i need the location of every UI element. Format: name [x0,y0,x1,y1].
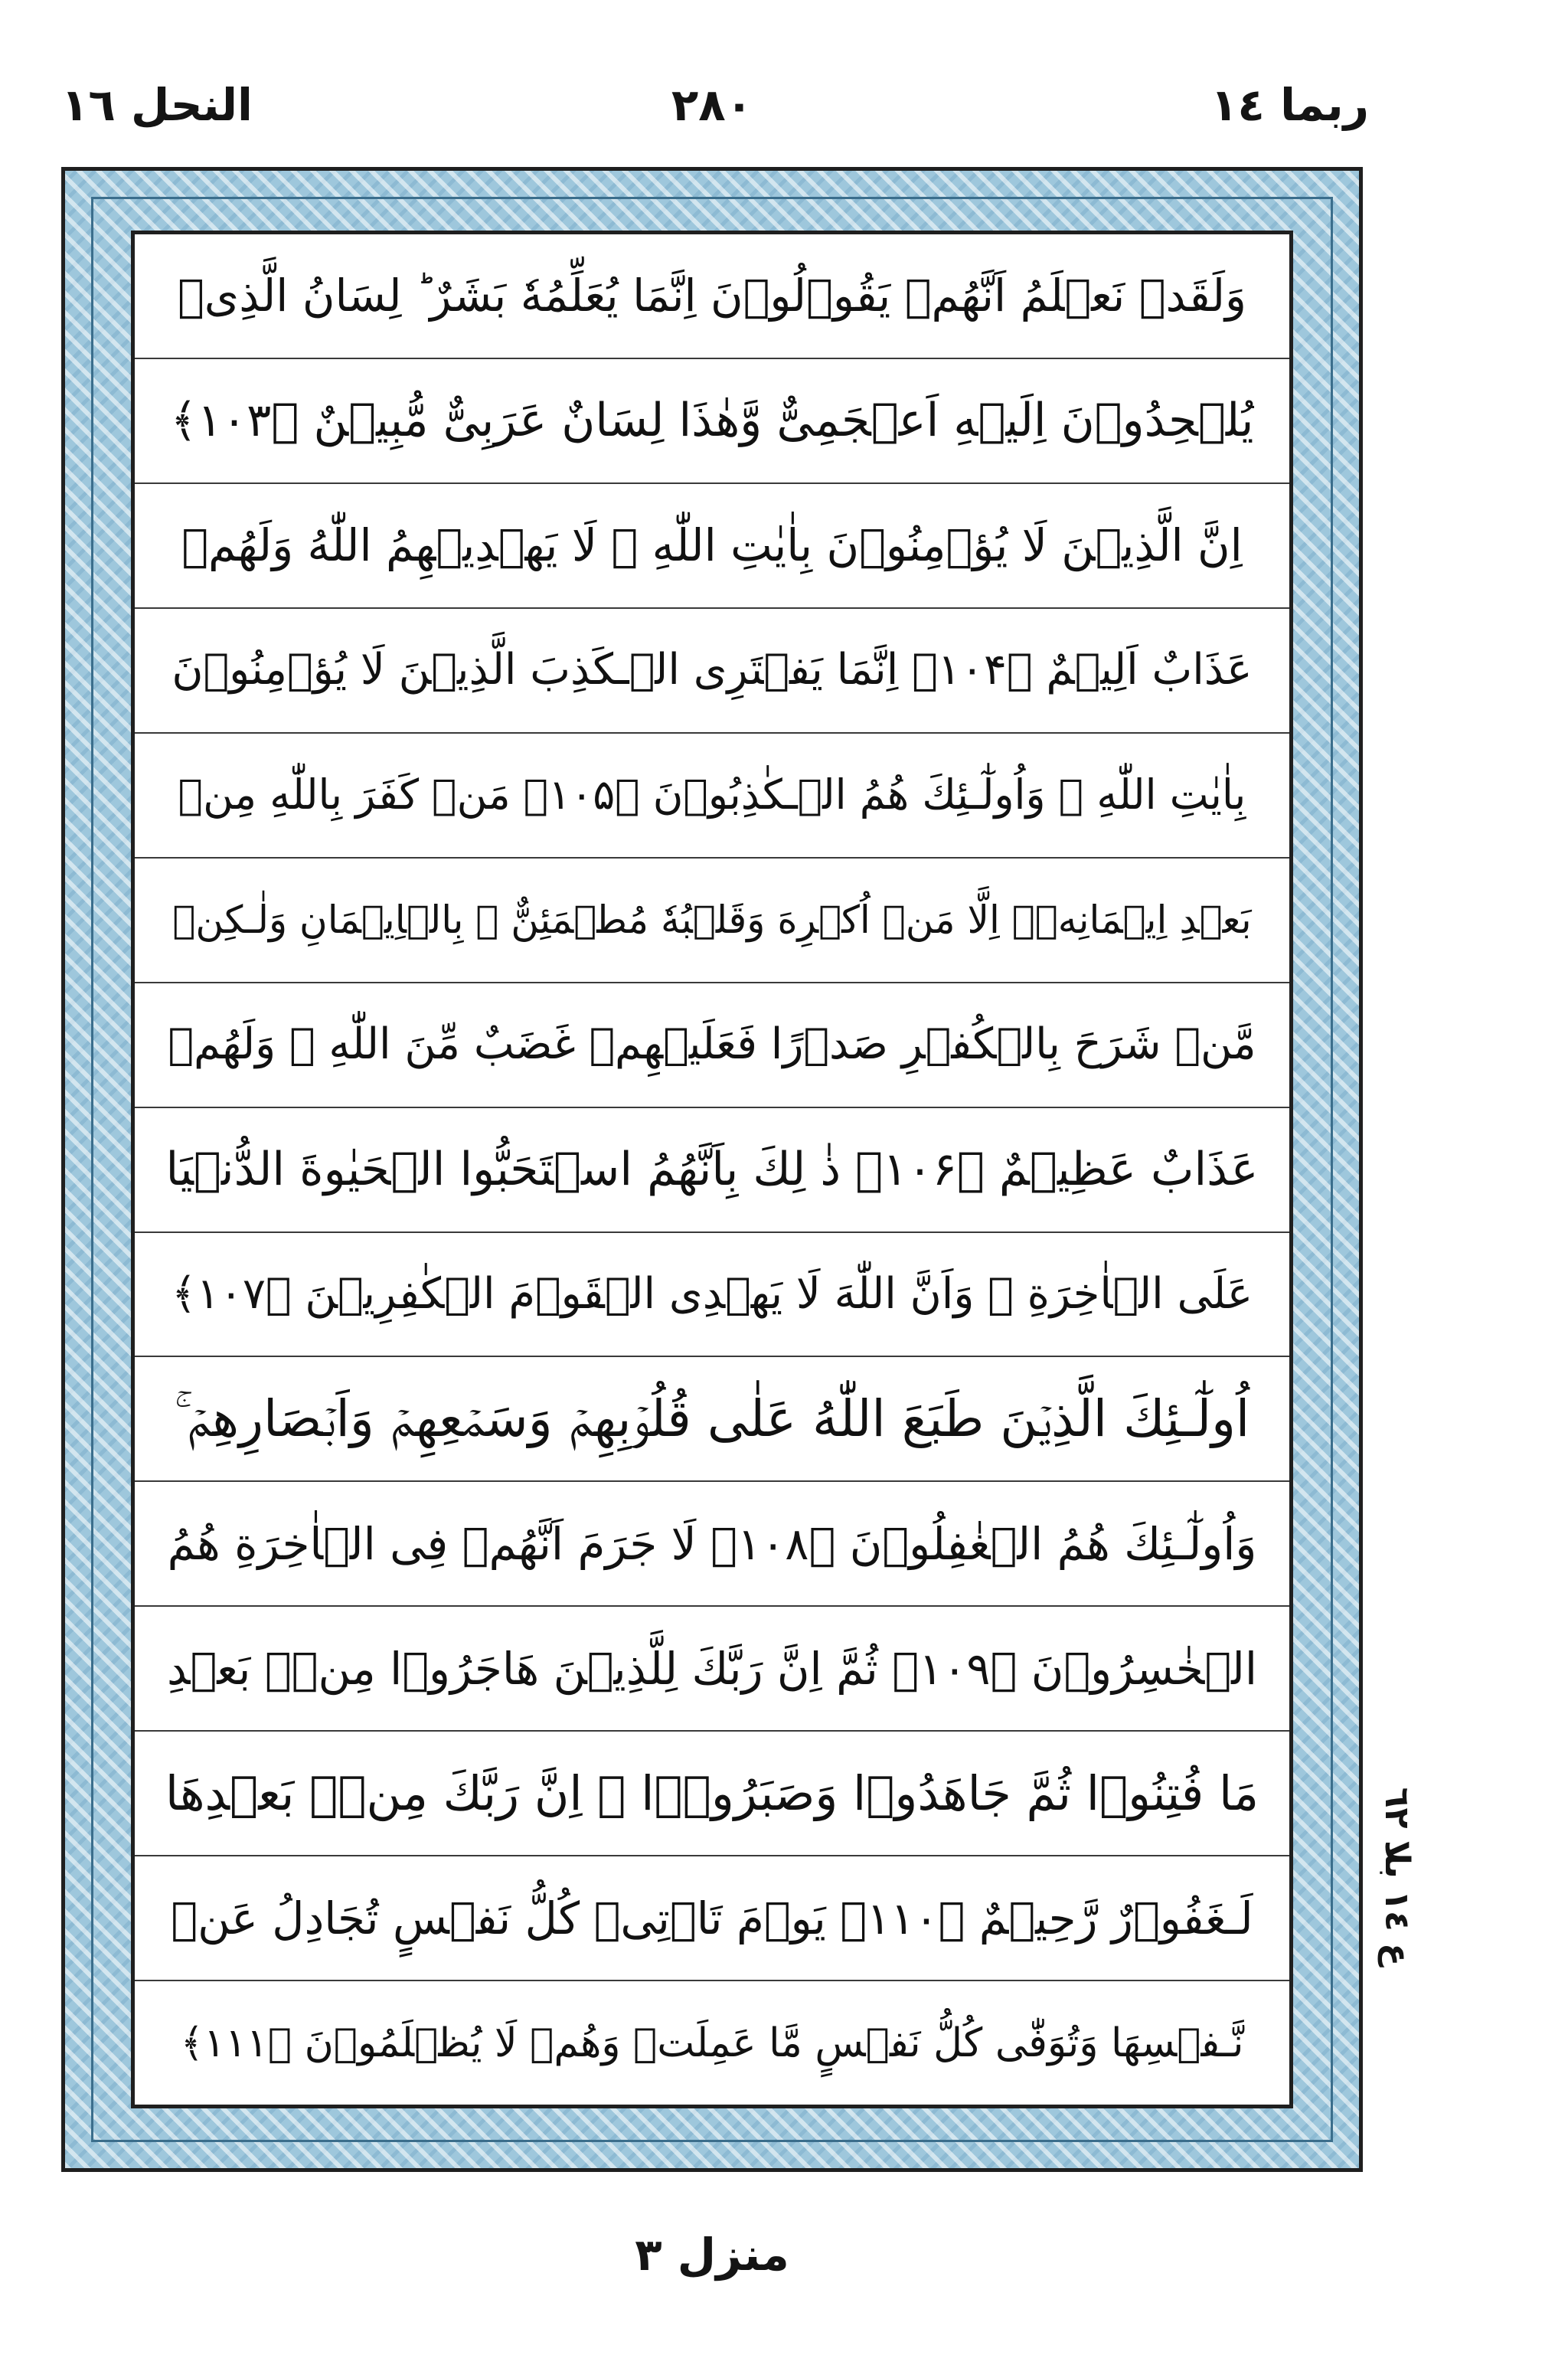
ruku-marker-text: ع ١٤ بلا ٦٢ [1377,1787,1417,1966]
page-number: ٢٨٠ [671,79,753,131]
verse-line-2: يُلۡحِدُوۡنَ اِلَيۡهِ اَعۡجَمِىٌّ وَّهٰذَا لِسَانٌ عَرَبِىٌّ مُّبِيۡنٌ ﴿۱۰۳﴾ [135,359,1289,484]
verse-line-14: لَـغَفُوۡرٌ رَّحِيۡمٌ ﴿۱۱۰﴾ يَوۡمَ تَاۡتِىۡ كُلُّ نَفۡسٍ تُجَادِلُ عَنۡ [135,1856,1289,1981]
verse-line-13: مَا فُتِنُوۡا ثُمَّ جَاهَدُوۡا وَصَبَرُوۡۤا ۙ اِنَّ رَبَّكَ مِنۡۢ بَعۡدِهَا [135,1732,1289,1856]
juz-title: ربما ١٤ [1210,79,1369,131]
verse-line-4: عَذَابٌ اَلِيۡمٌ ﴿۱۰۴﴾ اِنَّمَا يَفۡتَرِى الۡـكَذِبَ الَّذِيۡنَ لَا يُؤۡمِنُوۡنَ [135,609,1289,734]
verse-line-8: عَذَابٌ عَظِيۡمٌ ﴿۱۰۶﴾ ذٰ لِكَ بِاَنَّهُمُ اسۡتَحَبُّوا الۡحَيٰوةَ الدُّنۡيَا [135,1108,1289,1233]
verse-line-1: وَلَقَدۡ نَعۡلَمُ اَنَّهُمۡ يَقُوۡلُوۡنَ اِنَّمَا يُعَلِّمُهٗ بَشَرٌ‌ ؕ لِسَانُ الَّذِىۡ [135,234,1289,359]
text-panel [131,231,1293,2108]
verse-line-3: اِنَّ الَّذِيۡنَ لَا يُؤۡمِنُوۡنَ بِاٰيٰتِ اللّٰهِ‌ ۙ لَا يَهۡدِيۡهِمُ اللّٰهُ وَلَهُمۡ [135,484,1289,609]
verse-line-15: نَّـفۡسِهَا وَتُوَفّٰى كُلُّ نَفۡسٍ مَّا عَمِلَتۡ وَهُمۡ لَا يُظۡلَمُوۡنَ ﴿۱۱۱﴾ [180,2020,1244,2066]
verse-line-10: اُولٰٓـئِكَ الَّذِيۡنَ طَبَعَ اللّٰهُ عَلٰى قُلُوۡبِهِمۡ وَسَمۡعِهِمۡ وَاَبۡصَارِهِمۡ‌ ۚ [135,1357,1289,1482]
verse-line-11: وَاُولٰٓـئِكَ هُمُ الۡغٰفِلُوۡنَ ﴿۱۰۸﴾ لَا جَرَمَ اَنَّهُمۡ فِى الۡاٰخِرَةِ هُمُ [135,1482,1289,1607]
decorative-border [61,167,1363,2172]
verse-line-9: عَلَى الۡاٰخِرَةِ ۙ وَاَنَّ اللّٰهَ لَا يَهۡدِى الۡقَوۡمَ الۡكٰفِرِيۡنَ ﴿۱۰۷﴾ [135,1233,1289,1358]
verse-line-5: بِاٰيٰتِ اللّٰهِ‌ ۚ وَاُولٰٓـئِكَ هُمُ الۡـكٰذِبُوۡنَ ﴿۱۰۵﴾ مَنۡ كَفَرَ بِاللّٰهِ مِنۡ [135,734,1289,859]
surah-title: النحل ١٦ [61,79,253,131]
verse-line-6: بَعۡدِ اِيۡمَانِهٖۤ اِلَّا مَنۡ اُكۡرِهَ وَقَلۡبُهٗ مُطۡمَئِنٌّ ۢ بِالۡاِيۡمَانِ وَلٰـكِنۡ [135,859,1289,983]
verse-line-7: مَّنۡ شَرَحَ بِالۡكُفۡرِ صَدۡرًا فَعَلَيۡهِمۡ غَضَبٌ مِّنَ اللّٰهِ‌ ۚ وَلَهُمۡ [135,983,1289,1108]
verse-line-12: الۡخٰسِرُوۡنَ ﴿۱۰۹﴾ ثُمَّ اِنَّ رَبَّكَ لِلَّذِيۡنَ هَاجَرُوۡا مِنۡۢ بَعۡدِ [135,1607,1289,1732]
ruku-marker [1370,1761,1424,1991]
manzil-footer: منزل ٣ [635,2229,789,2281]
